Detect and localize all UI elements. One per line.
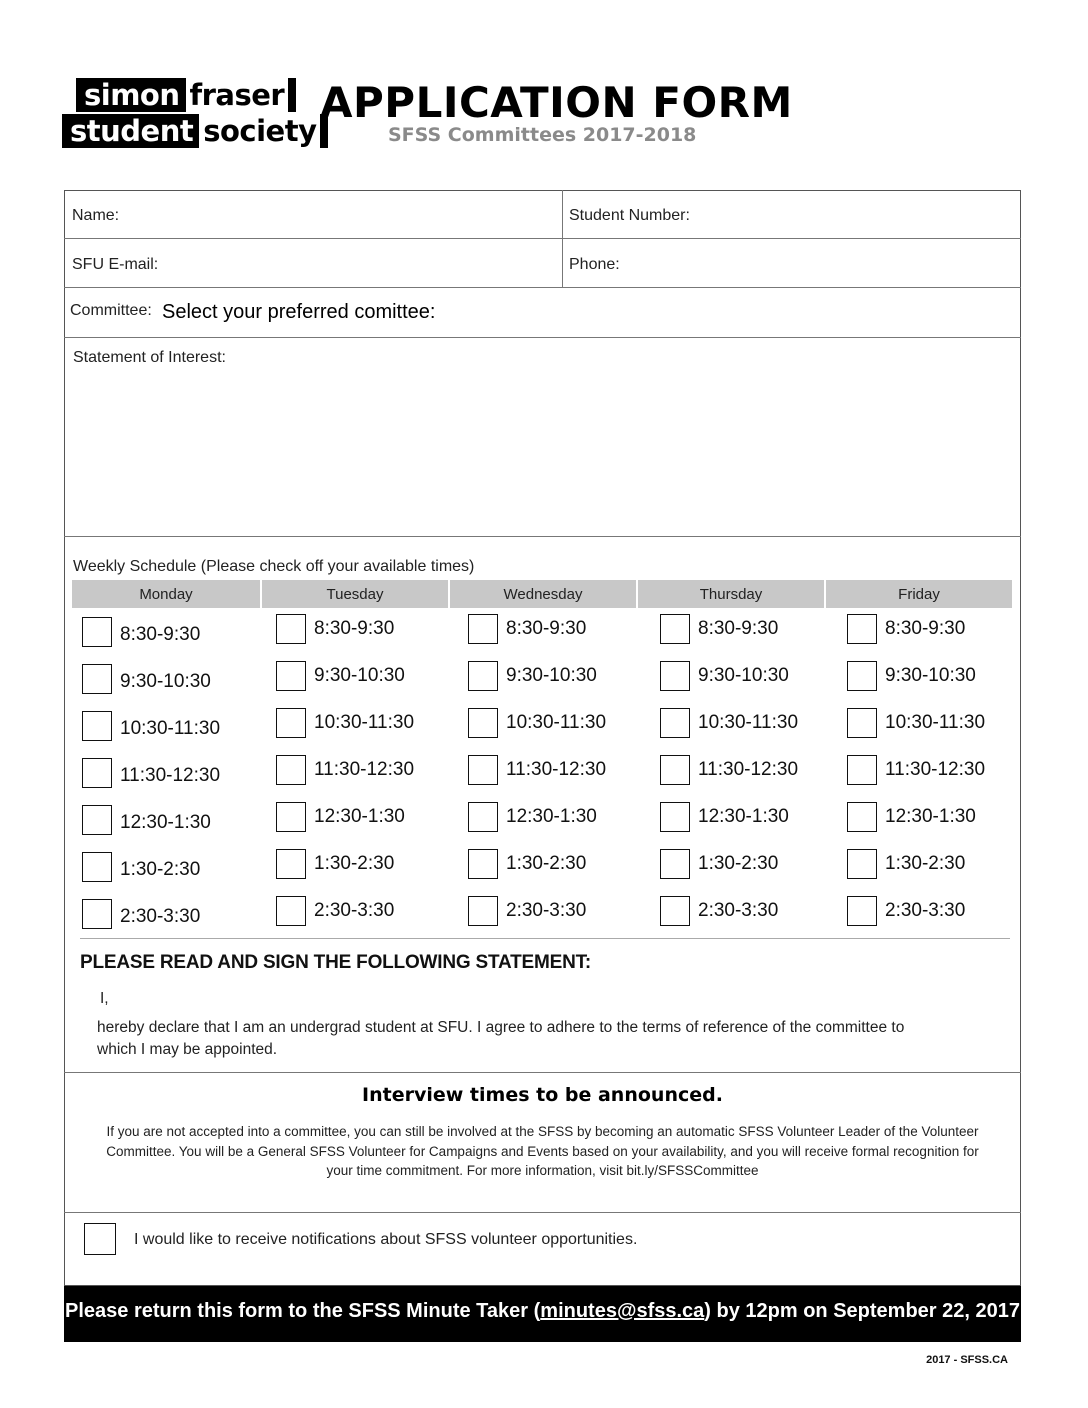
slot-friday[interactable] [847,755,985,785]
slot-thursday[interactable] [660,802,789,832]
footer-bar [64,1286,1021,1342]
slot-wednesday[interactable] [468,614,586,644]
slot-checkbox[interactable] [847,849,877,879]
slot-time-label: 10:30-11:30 [885,712,986,733]
slot-time-label: 2:30-3:30 [698,900,779,921]
slot-checkbox[interactable] [82,805,112,835]
slot-time-label: 12:30-1:30 [506,806,597,827]
slot-checkbox[interactable] [660,661,690,691]
email-field[interactable]: SFU E-mail: [72,256,159,273]
slot-time-label: 2:30-3:30 [120,906,201,927]
slot-checkbox[interactable] [660,708,690,738]
slot-tuesday[interactable] [276,708,414,738]
slot-checkbox[interactable] [276,755,306,785]
divider [64,238,1021,239]
slot-checkbox[interactable] [276,708,306,738]
slot-checkbox[interactable] [82,711,112,741]
logo-word-simon: simon [84,78,180,112]
slot-time-label: 8:30-9:30 [698,618,779,639]
statement-of-interest-field[interactable]: Statement of Interest: [73,349,226,366]
divider [64,1212,1021,1213]
interview-heading: Interview times to be announced. [362,1084,723,1106]
divider [64,287,1021,288]
day-header-wednesday: Wednesday [450,580,636,608]
committee-label: Committee: [70,302,152,319]
slot-monday[interactable] [82,852,200,882]
slot-monday[interactable] [82,664,211,694]
logo-word-fraser: fraser [186,78,289,112]
declaration-text: hereby declare that I am an undergrad student at SFU. I agree to adhere to the terms of reference of the committee to which I may be appointed. [97,1019,905,1058]
slot-time-label: 9:30-10:30 [120,671,211,692]
slot-time-label: 2:30-3:30 [314,900,395,921]
slot-checkbox[interactable] [82,852,112,882]
divider [562,190,563,287]
day-header-friday: Friday [826,580,1012,608]
slot-monday[interactable] [82,805,211,835]
divider [64,1072,1021,1073]
slot-time-label: 11:30-12:30 [885,759,986,780]
slot-checkbox[interactable] [276,661,306,691]
day-header-tuesday: Tuesday [262,580,448,608]
slot-time-label: 10:30-11:30 [314,712,415,733]
slot-monday[interactable] [82,758,220,788]
slot-checkbox[interactable] [847,896,877,926]
slot-checkbox[interactable] [468,802,498,832]
slot-checkbox[interactable] [82,664,112,694]
slot-wednesday[interactable] [468,802,597,832]
slot-time-label: 8:30-9:30 [885,618,966,639]
slot-checkbox[interactable] [276,614,306,644]
slot-time-label: 10:30-11:30 [698,712,799,733]
slot-time-label: 12:30-1:30 [885,806,976,827]
page-subtitle: SFSS Committees 2017-2018 [388,124,697,146]
slot-checkbox[interactable] [847,661,877,691]
slot-tuesday[interactable] [276,614,394,644]
slot-time-label: 8:30-9:30 [314,618,395,639]
footer-credit: 2017 - SFSS.CA [926,1354,1008,1366]
slot-tuesday[interactable] [276,802,405,832]
slot-checkbox[interactable] [847,614,877,644]
slot-checkbox[interactable] [660,755,690,785]
slot-checkbox[interactable] [468,614,498,644]
slot-wednesday[interactable] [468,896,586,926]
slot-time-label: 10:30-11:30 [506,712,607,733]
divider [64,337,1021,338]
logo-line-2 [62,114,328,148]
page-title: APPLICATION FORM [320,78,793,127]
slot-wednesday[interactable] [468,661,597,691]
day-header-monday: Monday [72,580,260,608]
slot-time-label: 1:30-2:30 [885,853,966,874]
slot-time-label: 9:30-10:30 [698,665,789,686]
slot-monday[interactable] [82,899,200,929]
day-header-thursday: Thursday [638,580,824,608]
logo-word-society: society [199,114,320,148]
slot-wednesday[interactable] [468,755,606,785]
slot-checkbox[interactable] [276,896,306,926]
slot-tuesday[interactable] [276,896,394,926]
slot-time-label: 1:30-2:30 [314,853,395,874]
slot-checkbox[interactable] [468,849,498,879]
footer-email-link[interactable]: minutes@sfss.ca [540,1300,705,1322]
slot-time-label: 8:30-9:30 [120,624,201,645]
slot-monday[interactable] [82,617,200,647]
slot-time-label: 1:30-2:30 [120,859,201,880]
slot-tuesday[interactable] [276,849,394,879]
slot-friday[interactable] [847,849,965,879]
slot-friday[interactable] [847,802,976,832]
slot-checkbox[interactable] [847,708,877,738]
phone-field[interactable]: Phone: [569,256,620,273]
slot-time-label: 1:30-2:30 [698,853,779,874]
slot-time-label: 9:30-10:30 [885,665,976,686]
slot-time-label: 12:30-1:30 [314,806,405,827]
slot-friday[interactable] [847,708,985,738]
slot-time-label: 2:30-3:30 [506,900,587,921]
slot-time-label: 9:30-10:30 [506,665,597,686]
slot-time-label: 9:30-10:30 [314,665,405,686]
slot-friday[interactable] [847,896,965,926]
slot-time-label: 10:30-11:30 [120,718,221,739]
declaration-heading: PLEASE READ AND SIGN THE FOLLOWING STATEMENT: [80,952,592,973]
slot-time-label: 11:30-12:30 [506,759,607,780]
slot-time-label: 12:30-1:30 [698,806,789,827]
slot-checkbox[interactable] [468,708,498,738]
slot-time-label: 11:30-12:30 [120,765,221,786]
slot-time-label: 12:30-1:30 [120,812,211,833]
slot-friday[interactable] [847,661,976,691]
logo-line-1 [76,78,296,112]
footer-text-post: ) by 12pm on September 22, 2017 [704,1300,1020,1322]
slot-checkbox[interactable] [847,802,877,832]
slot-thursday[interactable] [660,849,778,879]
slot-thursday[interactable] [660,755,798,785]
slot-tuesday[interactable] [276,661,405,691]
slot-checkbox[interactable] [82,899,112,929]
slot-checkbox[interactable] [468,661,498,691]
slot-checkbox[interactable] [660,849,690,879]
divider [64,536,1021,537]
slot-tuesday[interactable] [276,755,414,785]
slot-thursday[interactable] [660,896,778,926]
slot-monday[interactable] [82,711,220,741]
name-field[interactable]: Name: [72,207,120,224]
slot-wednesday[interactable] [468,849,586,879]
notify-checkbox[interactable] [84,1223,116,1255]
slot-checkbox[interactable] [82,758,112,788]
interview-text: If you are not accepted into a committee, you can still be involved at the SFSS by becoming an automatic SFSS Volunteer Leader of the Volunteer Committee. You will be a General SFSS Volunteer for Campaigns and Events based on your availability, and you will receive formal recognition for your time commitment. For more information, visit bit.ly/SFSSCommittee [106,1124,979,1178]
committee-select[interactable]: Select your preferred comittee: [162,301,436,323]
slot-checkbox[interactable] [276,849,306,879]
divider [80,938,1010,939]
slot-thursday[interactable] [660,708,798,738]
slot-thursday[interactable] [660,614,778,644]
notify-label: I would like to receive notifications about SFSS volunteer opportunities. [134,1231,638,1248]
slot-time-label: 8:30-9:30 [506,618,587,639]
slot-checkbox[interactable] [660,802,690,832]
slot-checkbox[interactable] [660,896,690,926]
slot-checkbox[interactable] [82,617,112,647]
slot-checkbox[interactable] [847,755,877,785]
footer-text-pre: Please return this form to the SFSS Minute Taker ( [65,1300,541,1322]
slot-checkbox[interactable] [660,614,690,644]
slot-checkbox[interactable] [468,755,498,785]
slot-time-label: 11:30-12:30 [314,759,415,780]
schedule-heading: Weekly Schedule (Please check off your available times) [73,558,475,575]
student-number-field[interactable]: Student Number: [569,207,690,224]
slot-time-label: 11:30-12:30 [698,759,799,780]
slot-wednesday[interactable] [468,708,606,738]
slot-thursday[interactable] [660,661,789,691]
slot-time-label: 1:30-2:30 [506,853,587,874]
slot-checkbox[interactable] [276,802,306,832]
logo-word-student: student [70,114,194,148]
slot-checkbox[interactable] [468,896,498,926]
slot-friday[interactable] [847,614,965,644]
slot-time-label: 2:30-3:30 [885,900,966,921]
declaration-i: I, [100,990,109,1007]
